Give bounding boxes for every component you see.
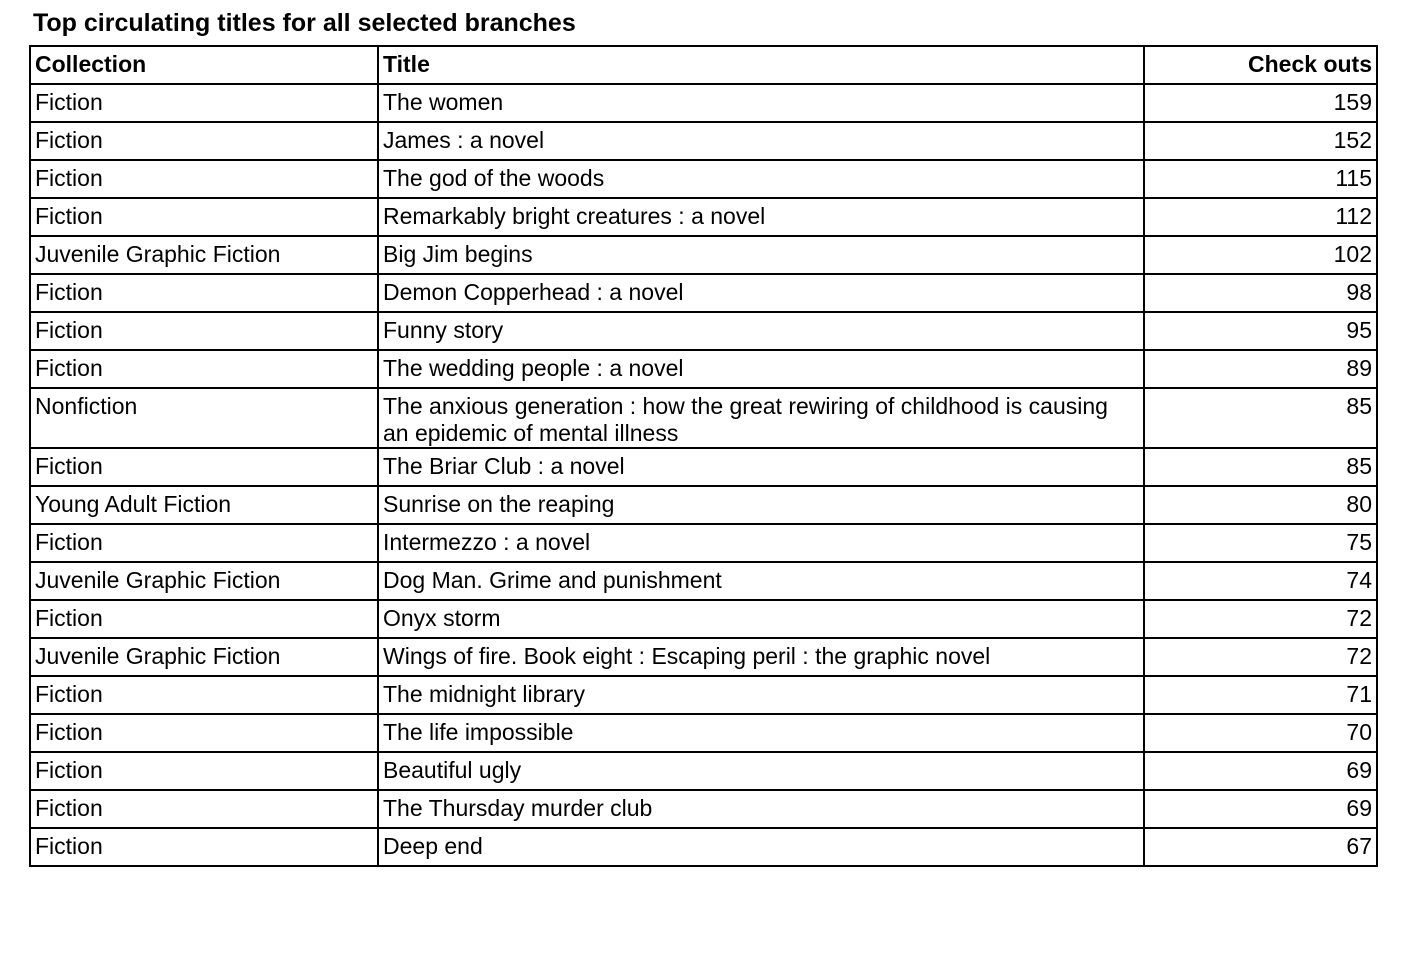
title-cell: James : a novel <box>378 122 1144 160</box>
table-row <box>30 752 1377 790</box>
title-cell: The Briar Club : a novel <box>378 448 1144 486</box>
title-cell: Dog Man. Grime and punishment <box>378 562 1144 600</box>
title-cell: Remarkably bright creatures : a novel <box>378 198 1144 236</box>
checkouts-cell: 67 <box>1144 828 1377 866</box>
collection-cell: Juvenile Graphic Fiction <box>30 638 378 676</box>
checkouts-cell: 69 <box>1144 790 1377 828</box>
checkouts-cell: 95 <box>1144 312 1377 350</box>
column-header-collection: Collection <box>30 46 378 84</box>
table-row <box>30 236 1377 274</box>
table-row <box>30 122 1377 160</box>
checkouts-cell: 75 <box>1144 524 1377 562</box>
title-cell: Intermezzo : a novel <box>378 524 1144 562</box>
checkouts-cell: 159 <box>1144 84 1377 122</box>
table-row <box>30 198 1377 236</box>
checkouts-cell: 74 <box>1144 562 1377 600</box>
table-row <box>30 486 1377 524</box>
table-row <box>30 312 1377 350</box>
title-cell: The life impossible <box>378 714 1144 752</box>
collection-cell: Fiction <box>30 676 378 714</box>
title-cell: The anxious generation : how the great rewiring of childhood is causing an epidemic of mental illness <box>378 388 1144 448</box>
collection-cell: Fiction <box>30 524 378 562</box>
checkouts-cell: 102 <box>1144 236 1377 274</box>
table-header-row <box>30 46 1377 84</box>
checkouts-cell: 70 <box>1144 714 1377 752</box>
collection-cell: Fiction <box>30 160 378 198</box>
collection-cell: Fiction <box>30 828 378 866</box>
table-row <box>30 790 1377 828</box>
table-row <box>30 524 1377 562</box>
table-row <box>30 160 1377 198</box>
column-header-title: Title <box>378 46 1144 84</box>
collection-cell: Fiction <box>30 752 378 790</box>
collection-cell: Fiction <box>30 84 378 122</box>
table-row <box>30 600 1377 638</box>
table-row <box>30 562 1377 600</box>
collection-cell: Fiction <box>30 790 378 828</box>
title-cell: Wings of fire. Book eight : Escaping peril : the graphic novel <box>378 638 1144 676</box>
checkouts-cell: 69 <box>1144 752 1377 790</box>
checkouts-cell: 112 <box>1144 198 1377 236</box>
checkouts-cell: 98 <box>1144 274 1377 312</box>
table-row <box>30 828 1377 866</box>
collection-cell: Fiction <box>30 198 378 236</box>
report-title: Top circulating titles for all selected branches <box>33 9 576 37</box>
collection-cell: Fiction <box>30 122 378 160</box>
table-row <box>30 350 1377 388</box>
top-titles-table <box>29 45 1378 867</box>
table-row <box>30 84 1377 122</box>
title-cell: The women <box>378 84 1144 122</box>
checkouts-cell: 80 <box>1144 486 1377 524</box>
collection-cell: Fiction <box>30 600 378 638</box>
collection-cell: Fiction <box>30 350 378 388</box>
collection-cell: Fiction <box>30 714 378 752</box>
column-header-checkouts: Check outs <box>1144 46 1377 84</box>
title-cell: Sunrise on the reaping <box>378 486 1144 524</box>
title-cell: Beautiful ugly <box>378 752 1144 790</box>
checkouts-cell: 85 <box>1144 448 1377 486</box>
checkouts-cell: 85 <box>1144 388 1377 448</box>
table-row <box>30 638 1377 676</box>
table-row <box>30 388 1377 448</box>
checkouts-cell: 72 <box>1144 638 1377 676</box>
checkouts-cell: 89 <box>1144 350 1377 388</box>
title-cell: Funny story <box>378 312 1144 350</box>
collection-cell: Fiction <box>30 312 378 350</box>
table-row <box>30 448 1377 486</box>
collection-cell: Fiction <box>30 274 378 312</box>
title-cell: The wedding people : a novel <box>378 350 1144 388</box>
title-cell: The god of the woods <box>378 160 1144 198</box>
table-row <box>30 676 1377 714</box>
checkouts-cell: 152 <box>1144 122 1377 160</box>
table-row <box>30 714 1377 752</box>
title-cell: Onyx storm <box>378 600 1144 638</box>
title-cell: The Thursday murder club <box>378 790 1144 828</box>
checkouts-cell: 72 <box>1144 600 1377 638</box>
collection-cell: Fiction <box>30 448 378 486</box>
checkouts-cell: 115 <box>1144 160 1377 198</box>
title-cell: Deep end <box>378 828 1144 866</box>
collection-cell: Juvenile Graphic Fiction <box>30 562 378 600</box>
collection-cell: Juvenile Graphic Fiction <box>30 236 378 274</box>
collection-cell: Young Adult Fiction <box>30 486 378 524</box>
table-row <box>30 274 1377 312</box>
checkouts-cell: 71 <box>1144 676 1377 714</box>
title-cell: Demon Copperhead : a novel <box>378 274 1144 312</box>
title-cell: The midnight library <box>378 676 1144 714</box>
title-cell: Big Jim begins <box>378 236 1144 274</box>
collection-cell: Nonfiction <box>30 388 378 448</box>
